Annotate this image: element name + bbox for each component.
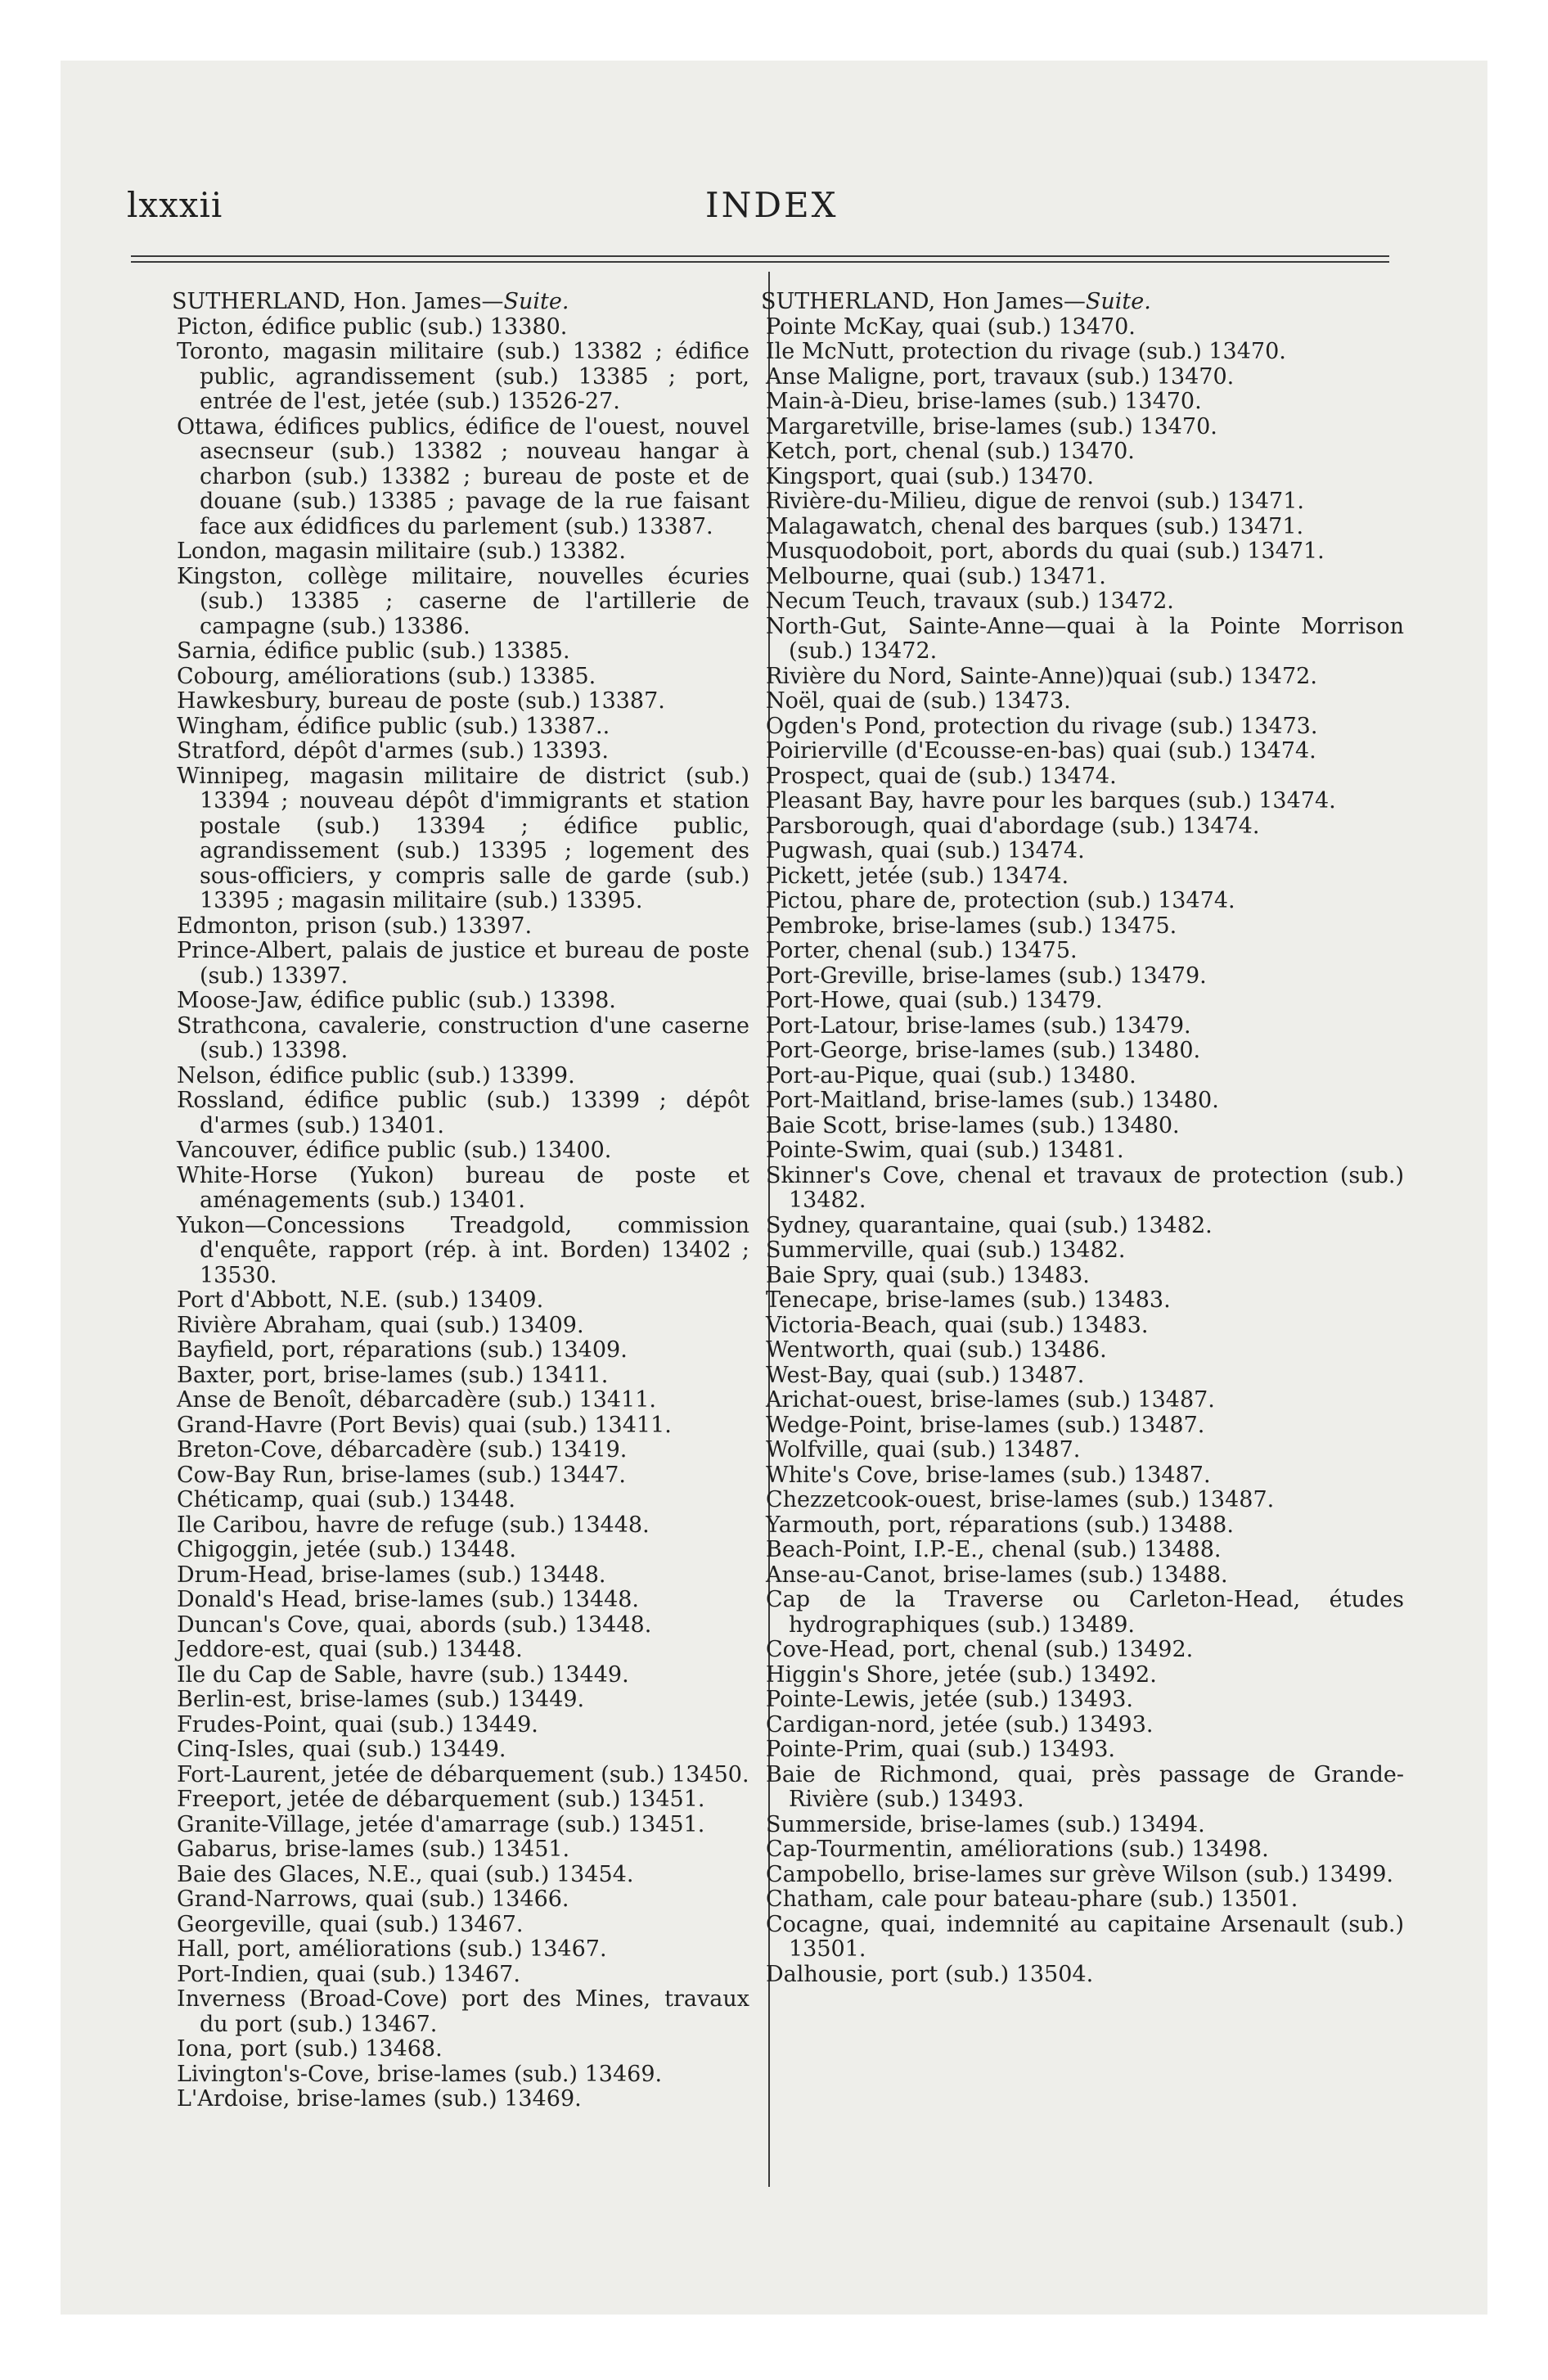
index-entry: Parsborough, quai d'abordage (sub.) 13474.: [766, 813, 1260, 839]
index-entry: Grand-Narrows, quai (sub.) 13466.: [177, 1886, 569, 1912]
index-entry: Iona, port (sub.) 13468.: [177, 2036, 443, 2062]
index-entry: Donald's Head, brise-lames (sub.) 13448.: [177, 1587, 640, 1612]
index-entry: Port-Indien, quai (sub.) 13467.: [177, 1961, 520, 1987]
index-entry: Main-à-Dieu, brise-lames (sub.) 13470.: [766, 389, 1202, 414]
index-entry: Gabarus, brise-lames (sub.) 13451.: [177, 1837, 570, 1862]
index-entry: Port d'Abbott, N.E. (sub.) 13409.: [177, 1287, 544, 1313]
index-entry: Cap de la Traverse ou Carleton-Head, études hydrographiques (sub.) 13489.: [766, 1587, 1404, 1638]
header-rule-top: [131, 255, 1389, 257]
index-entry: Livington's-Cove, brise-lames (sub.) 13469.: [177, 2061, 663, 2087]
heading-continuation: Suite.: [1085, 289, 1151, 314]
index-entry: Summerside, brise-lames (sub.) 13494.: [766, 1811, 1205, 1837]
index-entry: Chéticamp, quai (sub.) 13448.: [177, 1487, 516, 1512]
index-entry: Drum-Head, brise-lames (sub.) 13448.: [177, 1562, 606, 1588]
index-entry: Port-Maitland, brise-lames (sub.) 13480.: [766, 1088, 1219, 1113]
index-entry: Beach-Point, I.P.-E., chenal (sub.) 13488.: [766, 1537, 1222, 1562]
index-entry: Freeport, jetée de débarquement (sub.) 13451.: [177, 1787, 705, 1812]
index-entry: Anse-au-Canot, brise-lames (sub.) 13488.: [766, 1562, 1228, 1588]
index-entry: Baie de Richmond, quai, près passage de Grande-Rivière (sub.) 13493.: [766, 1761, 1404, 1812]
heading-continuation: Suite.: [503, 289, 569, 314]
index-entry: Port-Howe, quai (sub.) 13479.: [766, 988, 1103, 1013]
page-title: INDEX: [705, 185, 839, 225]
index-entry: Musquodoboit, port, abords du quai (sub.) 13471.: [766, 539, 1325, 564]
index-entry: Winnipeg, magasin militaire de district (sub.) 13394 ; nouveau dépôt d'immigrants et station postale (sub.) 13394 ; édifice public, agrandissement (sub.) 13395 ; logement des sous-officiers, y compris salle de garde (sub.) 13395 ; magasin militaire (sub.) 13395.: [177, 763, 749, 913]
index-entry: Wentworth, quai (sub.) 13486.: [766, 1337, 1107, 1363]
index-entry: Chigoggin, jetée (sub.) 13448.: [177, 1537, 516, 1562]
index-entry: Pickett, jetée (sub.) 13474.: [766, 863, 1069, 889]
index-entry: Grand-Havre (Port Bevis) quai (sub.) 13411.: [177, 1412, 672, 1438]
index-entry: Cocagne, quai, indemnité au capitaine Arsenault (sub.) 13501.: [766, 1911, 1404, 1962]
index-entry: Ile du Cap de Sable, havre (sub.) 13449.: [177, 1661, 629, 1688]
index-entry: Ottawa, édifices publics, édifice de l'ouest, nouvel asecnseur (sub.) 13382 ; nouveau hangar à charbon (sub.) 13382 ; bureau de poste et de douane (sub.) 13385 ; pavage de la rue faisant face aux édidfices du parlement (sub.) 13387.: [177, 413, 749, 539]
index-entry: Port-Greville, brise-lames (sub.) 13479.: [766, 962, 1207, 989]
left-entry-list: [177, 315, 749, 2112]
index-entry: Baxter, port, brise-lames (sub.) 13411.: [177, 1362, 609, 1388]
index-entry: Baie des Glaces, N.E., quai (sub.) 13454.: [177, 1861, 634, 1887]
index-entry: Cobourg, améliorations (sub.) 13385.: [177, 663, 596, 689]
index-entry: Inverness (Broad-Cove) port des Mines, travaux du port (sub.) 13467.: [177, 1986, 749, 2037]
index-entry: Pointe McKay, quai (sub.) 13470.: [766, 313, 1136, 340]
index-entry: Chezzetcook-ouest, brise-lames (sub.) 13487.: [766, 1487, 1275, 1512]
index-entry: Rossland, édifice public (sub.) 13399 ; dépôt d'armes (sub.) 13401.: [177, 1088, 749, 1138]
index-entry: Vancouver, édifice public (sub.) 13400.: [177, 1138, 612, 1163]
index-entry: Chatham, cale pour bateau-phare (sub.) 13501.: [766, 1886, 1298, 1912]
index-entry: Poirierville (d'Ecousse-en-bas) quai (sub.) 13474.: [766, 738, 1316, 764]
index-entry: Berlin-est, brise-lames (sub.) 13449.: [177, 1687, 585, 1712]
index-entry: London, magasin militaire (sub.) 13382.: [177, 539, 627, 564]
index-entry: Campobello, brise-lames sur grève Wilson (sub.) 13499.: [766, 1861, 1393, 1887]
left-column-heading: [172, 290, 749, 315]
index-entry: North-Gut, Sainte-Anne—quai à la Pointe Morrison (sub.) 13472.: [766, 613, 1404, 664]
index-entry: Baie Spry, quai (sub.) 13483.: [766, 1262, 1090, 1288]
index-entry: Ketch, port, chenal (sub.) 13470.: [766, 439, 1135, 464]
index-entry: Prospect, quai de (sub.) 13474.: [766, 763, 1117, 789]
right-column: [761, 289, 1404, 1987]
index-entry: Baie Scott, brise-lames (sub.) 13480.: [766, 1112, 1180, 1138]
index-entry: Pointe-Prim, quai (sub.) 13493.: [766, 1737, 1116, 1762]
index-entry: L'Ardoise, brise-lames (sub.) 13469.: [177, 2086, 582, 2112]
index-entry: Victoria-Beach, quai (sub.) 13483.: [766, 1312, 1149, 1338]
index-entry: Dalhousie, port (sub.) 13504.: [766, 1961, 1094, 1987]
index-entry: Nelson, édifice public (sub.) 13399.: [177, 1062, 575, 1089]
index-entry: Wolfville, quai (sub.) 13487.: [766, 1437, 1081, 1463]
index-entry: Georgeville, quai (sub.) 13467.: [177, 1911, 524, 1937]
heading-name: SUTHERLAND, Hon. James—: [172, 289, 504, 314]
index-entry: Duncan's Cove, quai, abords (sub.) 13448.: [177, 1611, 652, 1638]
index-entry: Port-au-Pique, quai (sub.) 13480.: [766, 1062, 1136, 1089]
header-rule-bottom: [131, 261, 1389, 263]
index-entry: Breton-Cove, débarcadère (sub.) 13419.: [177, 1437, 628, 1463]
index-entry: West-Bay, quai (sub.) 13487.: [766, 1362, 1085, 1388]
index-entry: Melbourne, quai (sub.) 13471.: [766, 563, 1106, 589]
index-entry: Toronto, magasin militaire (sub.) 13382 ; édifice public, agrandissement (sub.) 13385 ; port, entrée de l'est, jetée (sub.) 13526-27.: [177, 339, 749, 414]
index-entry: Porter, chenal (sub.) 13475.: [766, 938, 1078, 963]
index-entry: Strathcona, cavalerie, construction d'une caserne (sub.) 13398.: [177, 1012, 749, 1063]
index-entry: Frudes-Point, quai (sub.) 13449.: [177, 1711, 538, 1738]
index-entry: Fort-Laurent, jetée de débarquement (sub.) 13450.: [177, 1761, 749, 1787]
index-entry: Kingsport, quai (sub.) 13470.: [766, 463, 1095, 489]
index-entry: Wedge-Point, brise-lames (sub.) 13487.: [766, 1412, 1205, 1438]
index-entry: Rivière du Nord, Sainte-Anne))quai (sub.) 13472.: [766, 663, 1317, 689]
index-entry: Bayfield, port, réparations (sub.) 13409.: [177, 1337, 628, 1363]
index-entry: Pembroke, brise-lames (sub.) 13475.: [766, 913, 1177, 939]
index-entry: Pointe-Swim, quai (sub.) 13481.: [766, 1138, 1124, 1163]
index-entry: Higgin's Shore, jetée (sub.) 13492.: [766, 1661, 1157, 1688]
index-entry: Cow-Bay Run, brise-lames (sub.) 13447.: [177, 1462, 626, 1488]
index-entry: Port-George, brise-lames (sub.) 13480.: [766, 1038, 1201, 1063]
index-entry: Pointe-Lewis, jetée (sub.) 13493.: [766, 1687, 1133, 1712]
index-entry: Granite-Village, jetée d'amarrage (sub.) 13451.: [177, 1811, 705, 1837]
index-entry: Arichat-ouest, brise-lames (sub.) 13487.: [766, 1387, 1215, 1413]
index-entry: Sarnia, édifice public (sub.) 13385.: [177, 638, 570, 664]
index-entry: Ile Caribou, havre de refuge (sub.) 13448.: [177, 1512, 650, 1538]
index-entry: Cinq-Isles, quai (sub.) 13449.: [177, 1737, 506, 1762]
index-entry: Noël, quai de (sub.) 13473.: [766, 688, 1071, 714]
index-entry: Skinner's Cove, chenal et travaux de protection (sub.) 13482.: [766, 1162, 1404, 1213]
index-entry: Sydney, quarantaine, quai (sub.) 13482.: [766, 1212, 1213, 1238]
right-column-heading: [761, 290, 1404, 315]
index-entry: Rivière Abraham, quai (sub.) 13409.: [177, 1312, 584, 1338]
index-entry: Kingston, collège militaire, nouvelles écuries (sub.) 13385 ; caserne de l'artillerie de campagne (sub.) 13386.: [177, 563, 749, 639]
index-entry: Rivière-du-Milieu, digue de renvoi (sub.) 13471.: [766, 489, 1304, 514]
index-entry: White-Horse (Yukon) bureau de poste et aménagements (sub.) 13401.: [177, 1162, 749, 1213]
index-entry: Cove-Head, port, chenal (sub.) 13492.: [766, 1637, 1194, 1662]
index-entry: Prince-Albert, palais de justice et bureau de poste (sub.) 13397.: [177, 938, 749, 989]
index-entry: Margaretville, brise-lames (sub.) 13470.: [766, 413, 1217, 439]
index-entry: Anse de Benoît, débarcadère (sub.) 13411.: [177, 1387, 656, 1413]
index-entry: Pugwash, quai (sub.) 13474.: [766, 838, 1085, 863]
index-entry: Yukon—Concessions Treadgold, commission d'enquête, rapport (rép. à int. Borden) 13402 ; 13530.: [177, 1212, 749, 1288]
index-entry: Ile McNutt, protection du rivage (sub.) 13470.: [766, 339, 1286, 364]
index-entry: Port-Latour, brise-lames (sub.) 13479.: [766, 1012, 1191, 1039]
index-entry: Stratford, dépôt d'armes (sub.) 13393.: [177, 738, 610, 764]
index-entry: Jeddore-est, quai (sub.) 13448.: [177, 1637, 523, 1662]
index-entry: Yarmouth, port, réparations (sub.) 13488.: [766, 1512, 1234, 1538]
index-entry: Hawkesbury, bureau de poste (sub.) 13387.: [177, 688, 665, 714]
index-entry: Pictou, phare de, protection (sub.) 13474.: [766, 888, 1235, 913]
index-entry: Pleasant Bay, havre pour les barques (sub.) 13474.: [766, 788, 1336, 814]
index-entry: Moose-Jaw, édifice public (sub.) 13398.: [177, 988, 616, 1013]
index-entry: Necum Teuch, travaux (sub.) 13472.: [766, 588, 1174, 614]
left-column: [172, 289, 749, 2112]
index-entry: Hall, port, améliorations (sub.) 13467.: [177, 1936, 607, 1962]
index-entry: Summerville, quai (sub.) 13482.: [766, 1237, 1126, 1263]
index-entry: Malagawatch, chenal des barques (sub.) 13471.: [766, 513, 1304, 539]
index-entry: Picton, édifice public (sub.) 13380.: [177, 313, 568, 340]
heading-name: SUTHERLAND, Hon James—: [761, 289, 1086, 314]
index-entry: Ogden's Pond, protection du rivage (sub.) 13473.: [766, 713, 1318, 739]
index-entry: Edmonton, prison (sub.) 13397.: [177, 913, 533, 939]
index-entry: Cap-Tourmentin, améliorations (sub.) 13498.: [766, 1837, 1269, 1862]
page-number: lxxxii: [127, 185, 223, 225]
index-entry: White's Cove, brise-lames (sub.) 13487.: [766, 1462, 1211, 1488]
right-entry-list: [766, 315, 1404, 1988]
index-entry: Tenecape, brise-lames (sub.) 13483.: [766, 1287, 1171, 1313]
index-entry: Cardigan-nord, jetée (sub.) 13493.: [766, 1711, 1154, 1738]
index-entry: Wingham, édifice public (sub.) 13387..: [177, 713, 610, 739]
index-entry: Anse Maligne, port, travaux (sub.) 13470.: [766, 363, 1235, 390]
